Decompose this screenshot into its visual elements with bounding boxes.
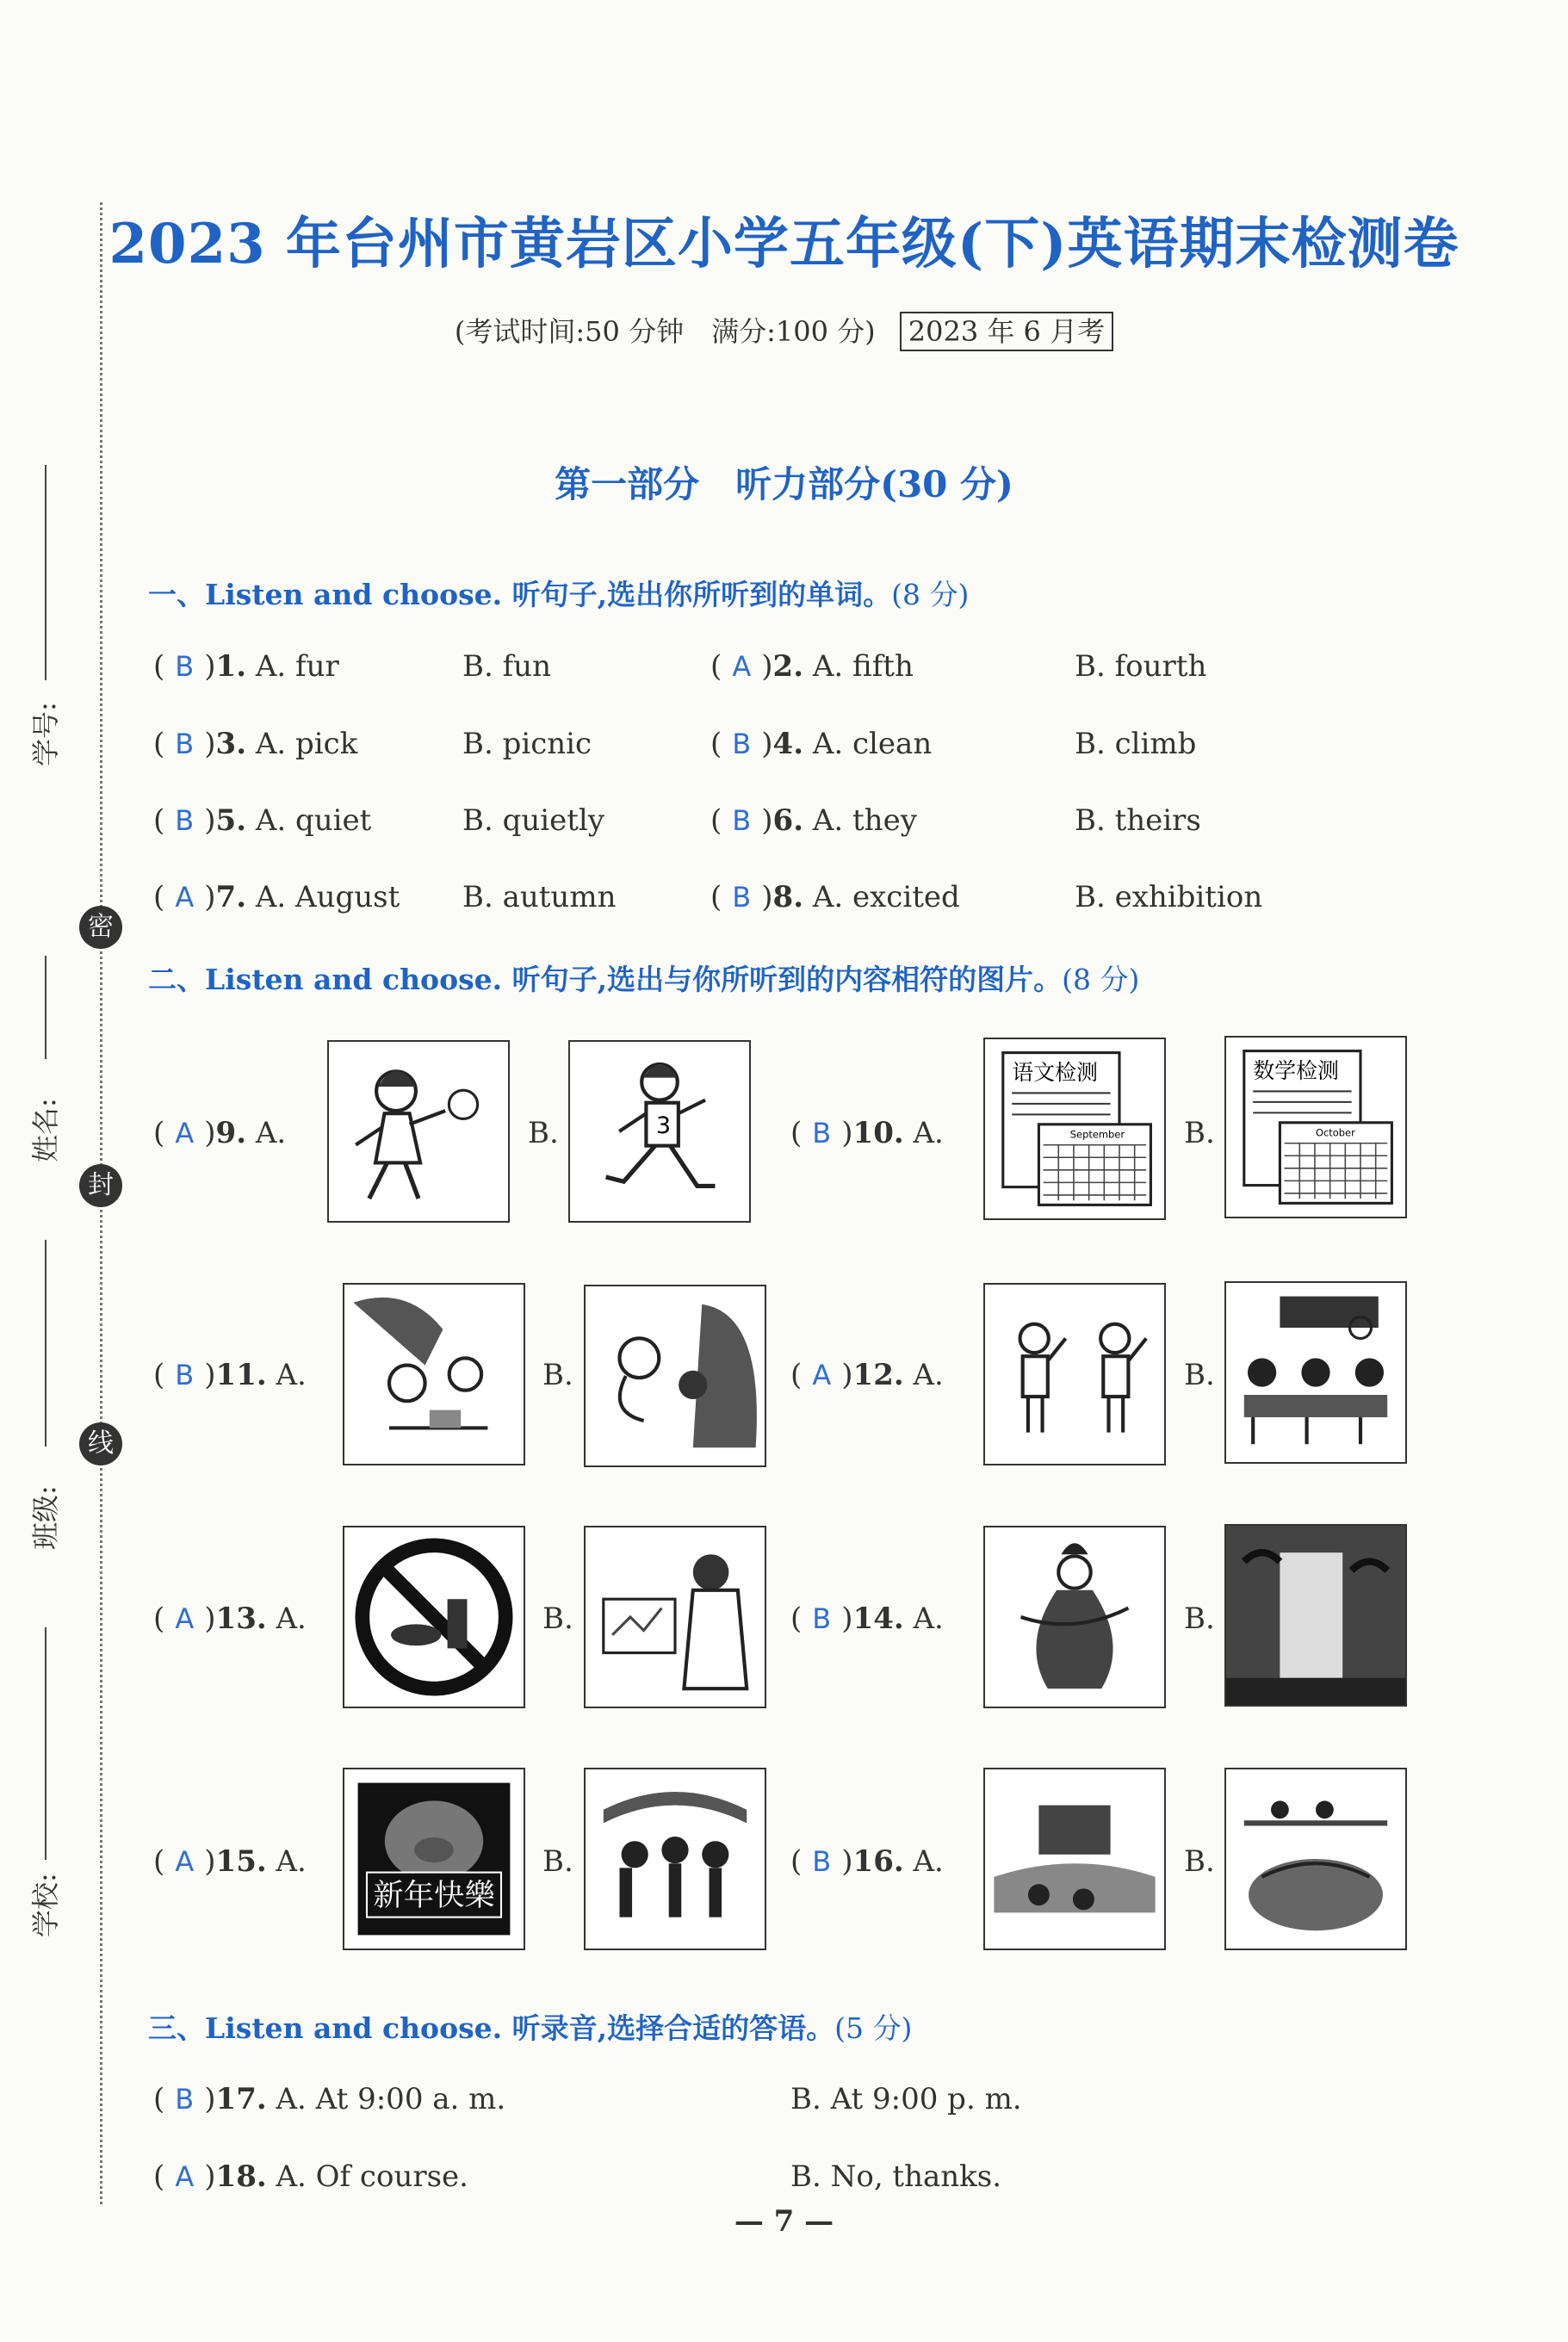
option-4b: B. climb <box>1075 727 1197 761</box>
question-2: ( A )2. A. fifth <box>710 649 914 684</box>
image-13b-woman-painting <box>584 1526 766 1708</box>
label-14b: B. <box>1184 1602 1215 1636</box>
question-6: ( B )6. A. they <box>710 803 917 838</box>
banji-line <box>45 1240 46 1447</box>
answer-12: A <box>812 1359 832 1391</box>
banji-label: 班级: <box>29 1485 62 1550</box>
answer-13: A <box>175 1602 195 1635</box>
question-12: ( A )12. A. <box>790 1358 944 1392</box>
image-11b-dog-squirrel <box>584 1285 766 1467</box>
question-14: ( B )14. A. <box>790 1602 944 1636</box>
option-2b: B. fourth <box>1075 649 1207 684</box>
image-12a-two-boys-waving <box>983 1283 1166 1465</box>
math-test-text: 数学检测 <box>1253 1057 1340 1083</box>
image-14a-fairy-lady <box>983 1526 1166 1708</box>
question-3: ( B )3. A. pick <box>153 727 358 761</box>
xingming-label: 姓名: <box>29 1098 62 1162</box>
option-8b: B. exhibition <box>1075 880 1263 914</box>
label-16b: B. <box>1184 1844 1215 1879</box>
image-15b-children-day <box>584 1768 766 1950</box>
question-4: ( B )4. A. clean <box>710 727 933 761</box>
feng-mark: 封 <box>79 1164 122 1207</box>
option-3b: B. picnic <box>462 727 592 761</box>
answer-14: B <box>812 1602 832 1635</box>
answer-6: B <box>732 804 752 837</box>
image-16a-harvest <box>983 1768 1166 1950</box>
image-9b-girl-running <box>568 1040 751 1223</box>
question-8: ( B )8. A. excited <box>710 880 960 914</box>
page-number: — 7 — <box>734 2204 834 2239</box>
question-11: ( B )11. A. <box>153 1358 307 1392</box>
image-13a-no-food-sign <box>343 1526 525 1708</box>
xuehao-label: 学号: <box>29 702 62 766</box>
label-13b: B. <box>542 1602 573 1636</box>
runner-number: 3 <box>655 1112 672 1140</box>
image-9a-girl-badminton <box>327 1040 510 1223</box>
part1-title: 第一部分 听力部分(30 分) <box>555 463 1013 505</box>
image-10b-math-test <box>1224 1036 1407 1218</box>
answer-3: B <box>175 728 195 760</box>
question-5: ( B )5. A. quiet <box>153 803 372 838</box>
page-title: 2023 年台州市黄岩区小学五年级(下)英语期末检测卷 <box>108 212 1460 276</box>
answer-10: B <box>812 1117 832 1149</box>
question-13: ( A )13. A. <box>153 1602 307 1636</box>
label-12b: B. <box>1184 1358 1215 1392</box>
answer-7: A <box>175 881 195 914</box>
answer-5: B <box>175 804 195 837</box>
mi-mark: 密 <box>79 906 122 949</box>
image-15a-new-year <box>343 1768 525 1950</box>
answer-8: B <box>732 881 752 914</box>
image-10a-chinese-test <box>983 1038 1166 1220</box>
question-17: ( B )17. A. At 9:00 a. m. <box>153 2082 506 2116</box>
label-9b: B. <box>528 1116 559 1150</box>
question-9: ( A )9. A. <box>153 1116 287 1150</box>
xuexiao-label: 学校: <box>29 1873 62 1937</box>
option-5b: B. quietly <box>462 803 605 838</box>
answer-15: A <box>175 1845 195 1878</box>
option-18b: B. No, thanks. <box>790 2159 1002 2194</box>
image-12b-classroom <box>1224 1281 1407 1464</box>
option-1b: B. fun <box>462 649 551 684</box>
question-16: ( B )16. A. <box>790 1844 944 1879</box>
answer-9: A <box>175 1117 195 1149</box>
image-16b-lotus-pond <box>1224 1768 1407 1950</box>
answer-18: A <box>175 2160 195 2193</box>
exam-info-line <box>0 310 1568 350</box>
question-10: ( B )10. A. <box>790 1116 944 1150</box>
question-1: ( B )1. A. fur <box>153 649 339 684</box>
answer-17: B <box>175 2083 195 2116</box>
exam-date: 2023 年 6 月考 <box>900 312 1113 351</box>
section2-heading: 二、Listen and choose. 听句子,选出与你所听到的内容相符的图片。(8 分) <box>148 963 1140 996</box>
label-10b: B. <box>1184 1116 1215 1150</box>
image-11a-squirrels-picnic <box>343 1283 525 1465</box>
october-text: October <box>1316 1126 1355 1139</box>
answer-11: B <box>175 1359 195 1391</box>
xian-mark: 线 <box>79 1422 122 1465</box>
image-14b-waterfall <box>1224 1524 1407 1707</box>
label-11b: B. <box>542 1358 573 1392</box>
question-7: ( A )7. A. August <box>153 880 400 914</box>
answer-16: B <box>812 1845 832 1878</box>
new-year-text: 新年快樂 <box>373 1878 495 1914</box>
option-7b: B. autumn <box>462 880 617 914</box>
option-6b: B. theirs <box>1075 803 1201 838</box>
option-17b: B. At 9:00 p. m. <box>790 2082 1022 2116</box>
question-18: ( A )18. A. Of course. <box>153 2159 468 2194</box>
section3-heading: 三、Listen and choose. 听录音,选择合适的答语。(5 分) <box>148 2011 913 2045</box>
xuexiao-line <box>45 1627 46 1860</box>
september-text: September <box>1069 1128 1125 1141</box>
exam-info: (考试时间:50 分钟 满分:100 分) <box>454 315 876 348</box>
answer-2: A <box>732 650 752 683</box>
chinese-test-text: 语文检测 <box>1012 1059 1099 1085</box>
xingming-line <box>45 956 46 1059</box>
label-15b: B. <box>542 1844 573 1879</box>
answer-1: B <box>175 650 195 683</box>
question-15: ( A )15. A. <box>153 1844 307 1879</box>
answer-4: B <box>732 728 752 760</box>
section1-heading: 一、Listen and choose. 听句子,选出你所听到的单词。(8 分) <box>148 578 970 611</box>
